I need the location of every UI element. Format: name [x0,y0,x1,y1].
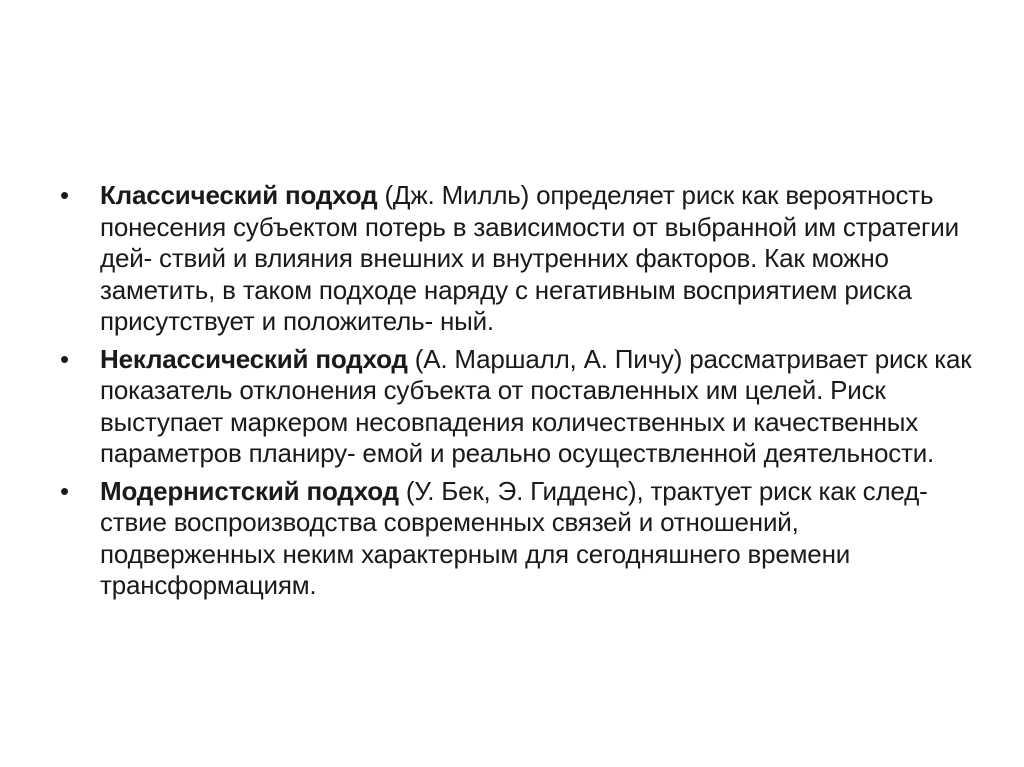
description-nonclassical: (А. Маршалл, А. Пичу) рассматривает риск как показатель отклонения субъекта от поставленных им целей. Риск выступает маркером несовпадения количественных и качественных параметров планиру- емой и реально осуществленной деятельности. [100,343,972,468]
description-classical: (Дж. Милль) определяет риск как вероятность понесения субъектом потерь в зависимости от выбранной им стратегии дей- ствий и влияния внешних и внутренних факторов. Как можно заметить, в таком подходе наряду с негативным восприятием риска присутствует и положитель- ный. [100,180,959,336]
description-modernist: (У. Бек, Э. Гидденс), трактует риск как след- ствие воспроизводства современных связей и отношений, подверженных неким характерным для сегодняшнего времени трансформациям. [100,475,928,600]
bullet-item-nonclassical [60,344,980,470]
bullet-item-modernist [60,476,980,602]
bullet-icon: • [60,180,69,210]
bullet-list [60,180,980,608]
term-classical: Классический подход [100,180,378,210]
term-modernist: Модернистский подход [100,475,399,506]
term-nonclassical: Неклассический подход [100,343,408,374]
bullet-icon: • [60,343,69,374]
bullet-icon: • [60,475,69,506]
bullet-item-classical [60,180,980,338]
